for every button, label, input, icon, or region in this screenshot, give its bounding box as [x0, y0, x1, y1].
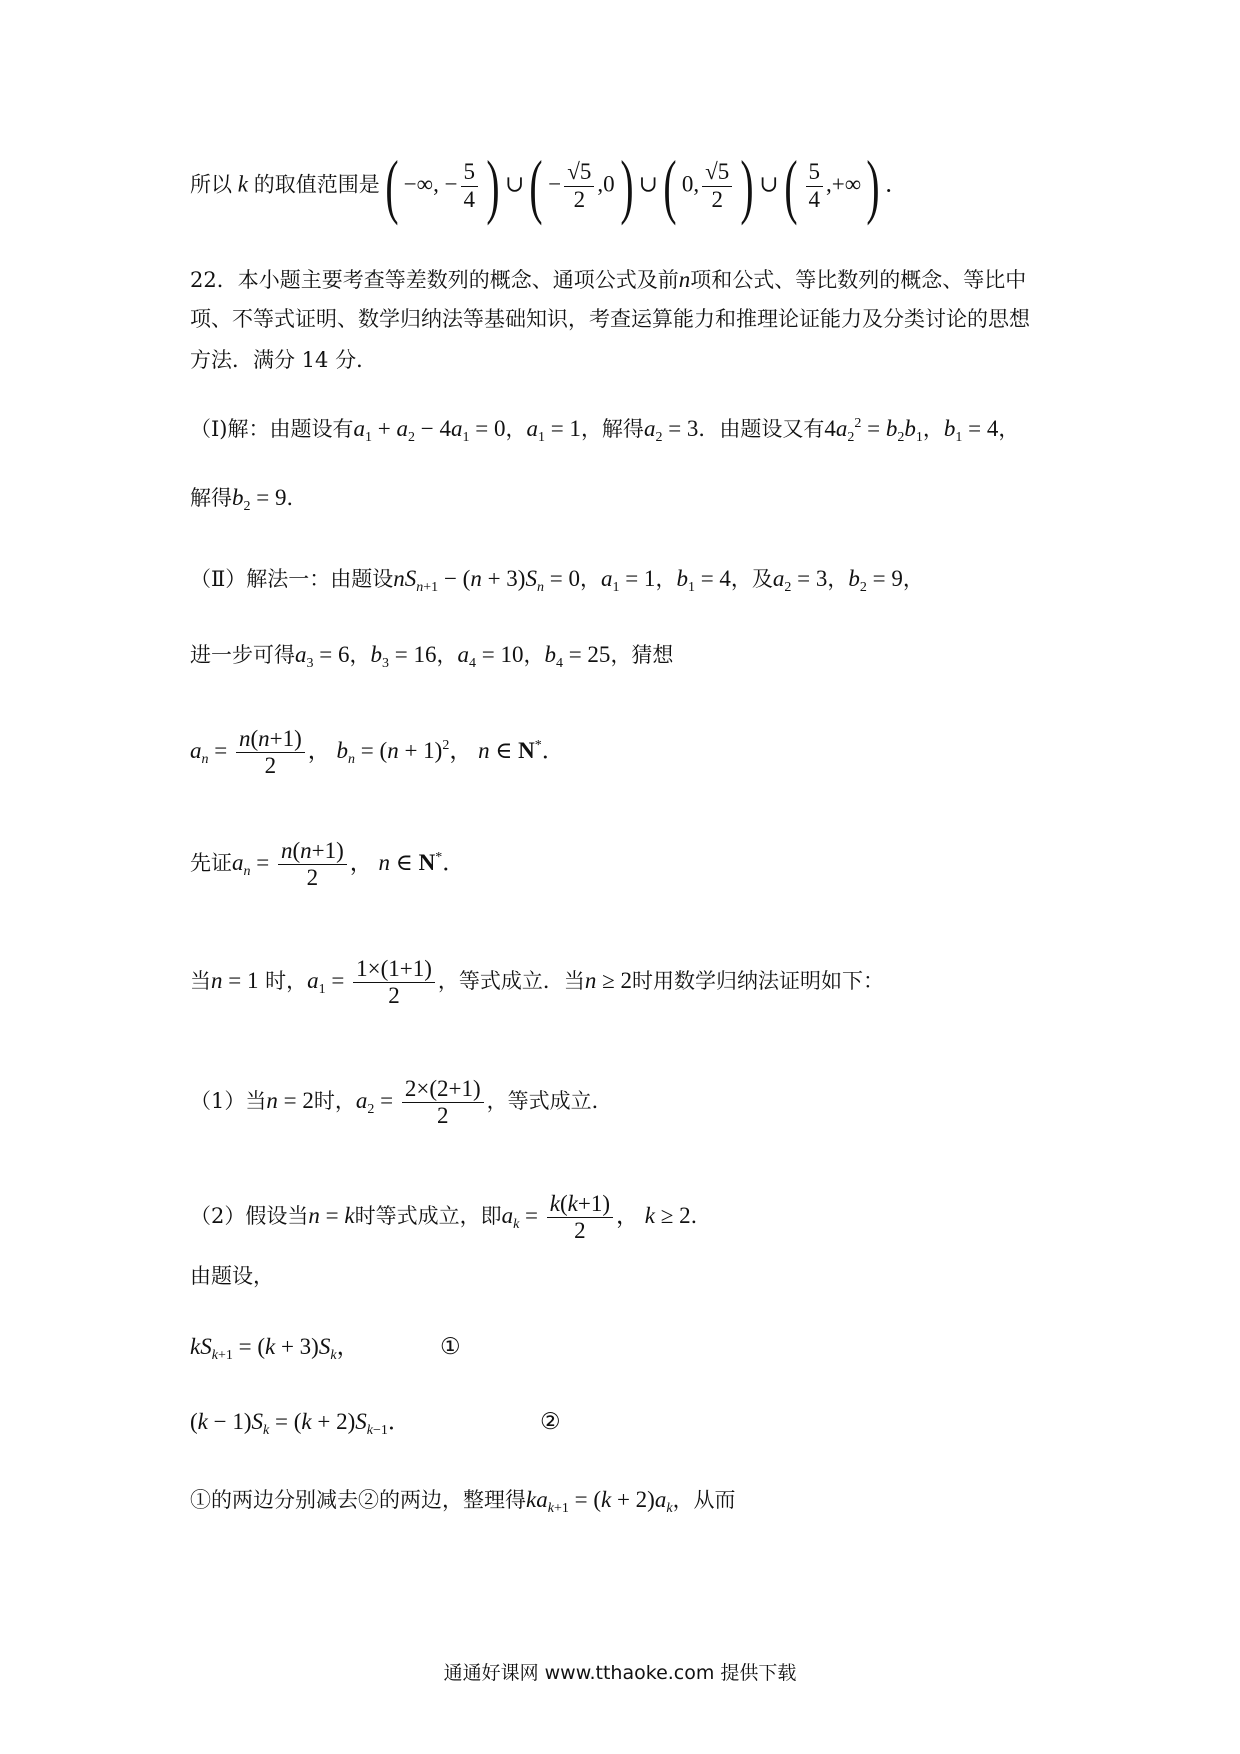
part1-solve-line: 解得$b_2 = 9$．	[190, 485, 308, 514]
range-line: 所以 k 的取值范围是( −∞, − $\frac{5}{4}$ ) ∪( − $\frac{√5}{2}$ ,0) ∪( 0, $\frac{√5}{2}$ ) ∪( $\frac{5}{4}$ ,+∞) ．	[190, 146, 909, 226]
from-given-line	[190, 1266, 274, 1287]
p22-line2	[190, 309, 1030, 330]
from-given-text: 由题设，	[190, 1264, 274, 1288]
p22-text-3: 方法．满分 14 分．	[190, 348, 378, 372]
first-prove-text: 先证	[190, 851, 232, 876]
induction-text: 时用数学归纳法证明如下：	[632, 969, 885, 994]
p22-text-1b: 项和公式、等比数列的概念、等比中	[690, 268, 1027, 292]
range-prefix: 所以	[190, 172, 232, 197]
when-text: 当	[190, 969, 211, 994]
part2-and: ，及	[730, 567, 773, 591]
eq2-line: $(k - 1)S_k = (k + 2)S_{k-1}$． ②	[190, 1409, 561, 1438]
base-case-line: 当n = 1 时，$a_1$ = $\frac{1\times(1+1)}{2}$ ，等式成立．当n ≥ 2时用数学归纳法证明如下：	[190, 956, 885, 1009]
case1-hold: ，等式成立．	[486, 1089, 613, 1114]
case2-time: 时等式成立，即	[354, 1204, 502, 1229]
circle-2-label: ②	[540, 1409, 561, 1434]
subtract-text-b: ，从而	[672, 1488, 736, 1512]
first-prove-line: 先证$a_n$ = $\frac{n(n+1)}{2}$ ， n ∈ N*．	[190, 838, 466, 891]
further-line: 进一步可得$a_3 = 6$，$b_3 = 16$，$a_4 = 10$，$b_4 = 25$，猜想	[190, 642, 674, 671]
part1-label: （Ⅰ)解：由题设有	[190, 417, 354, 441]
part1-mid1: ，解得	[580, 417, 644, 441]
eq1-line: $kS_{k+1} = (k + 3)S_k$， ①	[190, 1334, 461, 1363]
page-footer: 通通好课网 www.tthaoke.com 提供下载	[443, 1662, 797, 1684]
when-hold-text: ，等式成立．当	[437, 969, 585, 994]
range-mid: 的取值范围是	[253, 172, 380, 197]
part2-line: （Ⅱ）解法一：由题设$nS_{n+1} - (n + 3)S_n = 0$，$a_1 = 1$，$b_1 = 4$，及$a_2 = 3$，$b_2 = 9$，	[190, 566, 924, 595]
case1-time: 时，	[313, 1089, 356, 1114]
case1-line: （1）当n = 2时，$a_2$ = $\frac{2\times(2+1)}{2}$ ，等式成立．	[190, 1076, 613, 1129]
case2-text: （2）假设当	[190, 1204, 309, 1229]
part1-line: （Ⅰ)解：由题设有$a_1 + a_2 - 4a_1 = 0$，$a_1 = 1$，解得$a_2 = 3$．由题设又有$4a_2^2 = b_2b_1$，$b_1 = 4$，	[190, 416, 1020, 445]
circle-1-label: ①	[440, 1334, 461, 1359]
part1-mid2: ．由题设又有	[698, 417, 825, 441]
part2-label: （Ⅱ）解法一：由题设	[190, 567, 394, 591]
p22-text-1: 22．本小题主要考查等差数列的概念、通项公式及前	[190, 268, 679, 292]
subtract-text-a: ①的两边分别减去②的两边，整理得	[190, 1488, 526, 1512]
p22-line1: 22．本小题主要考查等差数列的概念、通项公式及前n项和公式、等比数列的概念、等比中	[190, 267, 1027, 292]
case1-text: （1）当	[190, 1089, 267, 1114]
conjecture-line: $a_n$ = $\frac{n(n+1)}{2}$ ， $b_n = (n + 1)^2$， n ∈ N*．	[190, 726, 565, 779]
further-text: 进一步可得	[190, 643, 295, 667]
guess-text: ，猜想	[610, 643, 674, 667]
part1-solve: 解得	[190, 486, 232, 510]
p22-line3	[190, 350, 377, 371]
subtract-line: ①的两边分别减去②的两边，整理得$ka_{k+1} = (k + 2)a_k$，从而	[190, 1487, 736, 1516]
case2-line: （2）假设当n = k时等式成立，即$a_k$ = $\frac{k(k+1)}{2}$ ， k ≥ 2．	[190, 1191, 712, 1244]
p22-text-2: 项、不等式证明、数学归纳法等基础知识，考查运算能力和推理论证能力及分类讨论的思想	[190, 307, 1030, 331]
